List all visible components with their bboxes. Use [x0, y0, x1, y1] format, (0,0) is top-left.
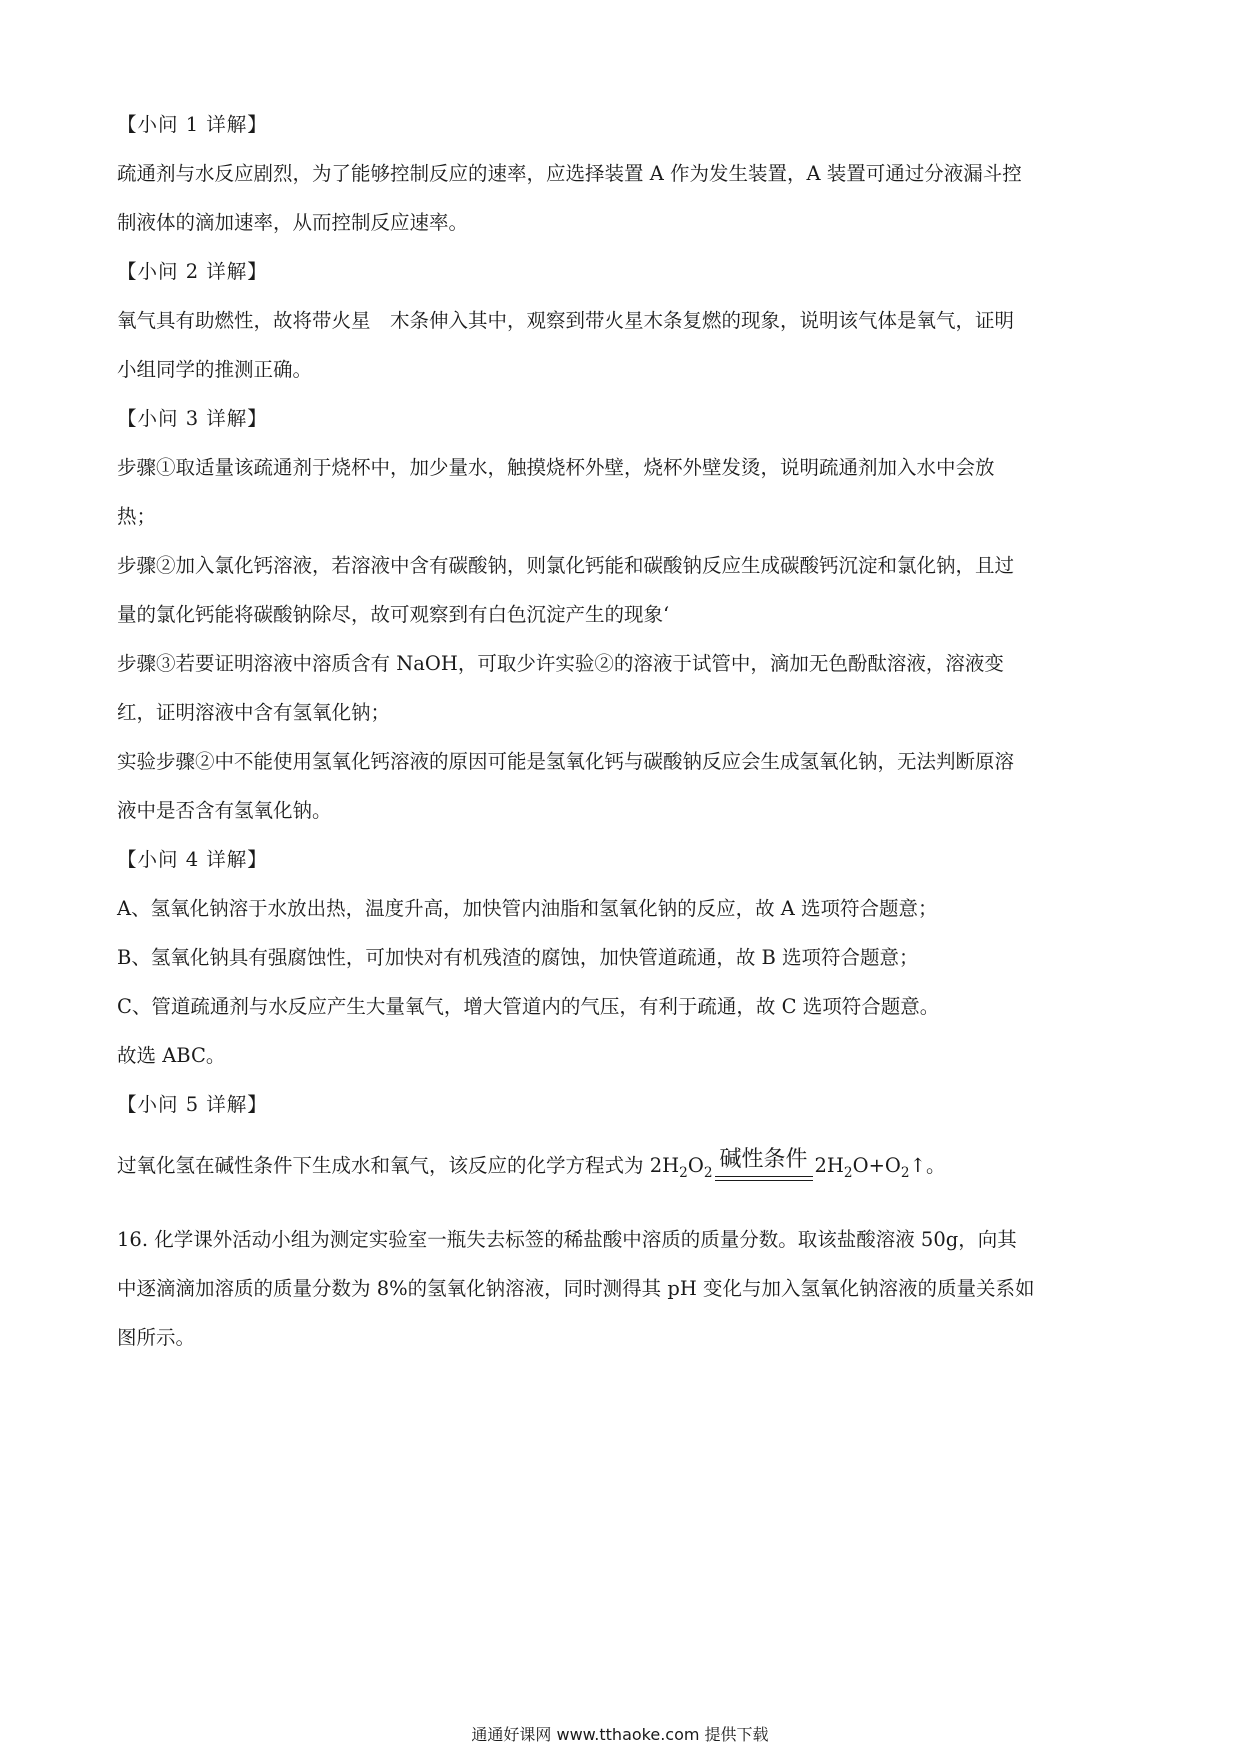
question-16-line: 16. 化学课外活动小组为测定实验室一瓶失去标签的稀盐酸中溶质的质量分数。取该盐酸溶液 50g，向其	[117, 1228, 1017, 1251]
section-heading-q4: 【小问 4 详解】	[117, 848, 268, 871]
reaction-condition	[715, 1147, 813, 1187]
section-heading-q5: 【小问 5 详解】	[117, 1093, 268, 1116]
paragraph-line: B、氢氧化钠具有强腐蚀性，可加快对有机残渣的腐蚀，加快管道疏通，故 B 选项符合题意；	[117, 946, 919, 969]
paragraph-line: 实验步骤②中不能使用氢氧化钙溶液的原因可能是氢氧化钙与碳酸钠反应会生成氢氧化钠，无法判断原溶	[117, 750, 1015, 773]
equation-text: ↑。	[909, 1154, 946, 1178]
paragraph-line: 步骤①取适量该疏通剂于烧杯中，加少量水，触摸烧杯外壁，烧杯外壁发烫，说明疏通剂加入水中会放	[117, 456, 995, 479]
subscript: 2	[679, 1165, 688, 1181]
paragraph-line: 步骤②加入氯化钙溶液，若溶液中含有碳酸钠，则氯化钙能和碳酸钠反应生成碳酸钙沉淀和氯化钠，且过	[117, 554, 1015, 577]
paragraph-line: 氧气具有助燃性，故将带火星 木条伸入其中，观察到带火星木条复燃的现象，说明该气体是氧气，证明	[117, 309, 1015, 332]
section-heading-q1: 【小问 1 详解】	[117, 113, 268, 136]
question-16-line: 图所示。	[117, 1326, 196, 1349]
equation-lead-text: 过氧化氢在碱性条件下生成水和氧气，该反应的化学方程式为 2H	[117, 1154, 680, 1178]
paragraph-line: 步骤③若要证明溶液中溶质含有 NaOH，可取少许实验②的溶液于试管中，滴加无色酚酞溶液，溶液变	[117, 652, 1004, 675]
paragraph-line: 疏通剂与水反应剧烈，为了能够控制反应的速率，应选择装置 A 作为发生装置，A 装置可通过分液漏斗控	[117, 162, 1022, 185]
paragraph-line: 小组同学的推测正确。	[117, 358, 313, 381]
question-16-line: 中逐滴滴加溶质的质量分数为 8%的氢氧化钠溶液，同时测得其 pH 变化与加入氢氧化钠溶液的质量关系如	[117, 1277, 1035, 1300]
paragraph-line: 液中是否含有氢氧化钠。	[117, 799, 332, 822]
equation-text: 2H	[814, 1154, 844, 1178]
subscript: 2	[703, 1165, 713, 1181]
section-heading-q2: 【小问 2 详解】	[117, 260, 268, 283]
paragraph-line: 热；	[117, 505, 157, 528]
spacer	[117, 1187, 1127, 1215]
paragraph-line: 制液体的滴加速率，从而控制反应速率。	[117, 211, 469, 234]
chemical-equation	[117, 1147, 946, 1187]
paragraph-line: 量的氯化钙能将碳酸钠除尽，故可观察到有白色沉淀产生的现象‘	[117, 603, 670, 626]
reaction-condition-label: 碱性条件	[719, 1147, 808, 1172]
document-body	[117, 100, 1127, 1362]
equals-bar-top	[715, 1176, 813, 1177]
equation-text: O+O	[852, 1154, 901, 1178]
subscript: 2	[843, 1165, 853, 1181]
paragraph-line: 故选 ABC。	[117, 1044, 226, 1067]
subscript: 2	[900, 1165, 910, 1181]
page-footer: 通通好课网 www.tthaoke.com 提供下载	[471, 1725, 769, 1744]
section-heading-q3: 【小问 3 详解】	[117, 407, 268, 430]
equals-bar-bottom	[715, 1180, 813, 1181]
paragraph-line: C、管道疏通剂与水反应产生大量氧气，增大管道内的气压，有利于疏通，故 C 选项符合题意。	[117, 995, 940, 1018]
paragraph-line: 红，证明溶液中含有氢氧化钠；	[117, 701, 391, 724]
equation-text: O	[687, 1154, 704, 1178]
chemical-equation-line	[117, 1129, 1127, 1187]
paragraph-line: A、氢氧化钠溶于水放出热，温度升高，加快管内油脂和氢氧化钠的反应，故 A 选项符合题意；	[117, 897, 938, 920]
